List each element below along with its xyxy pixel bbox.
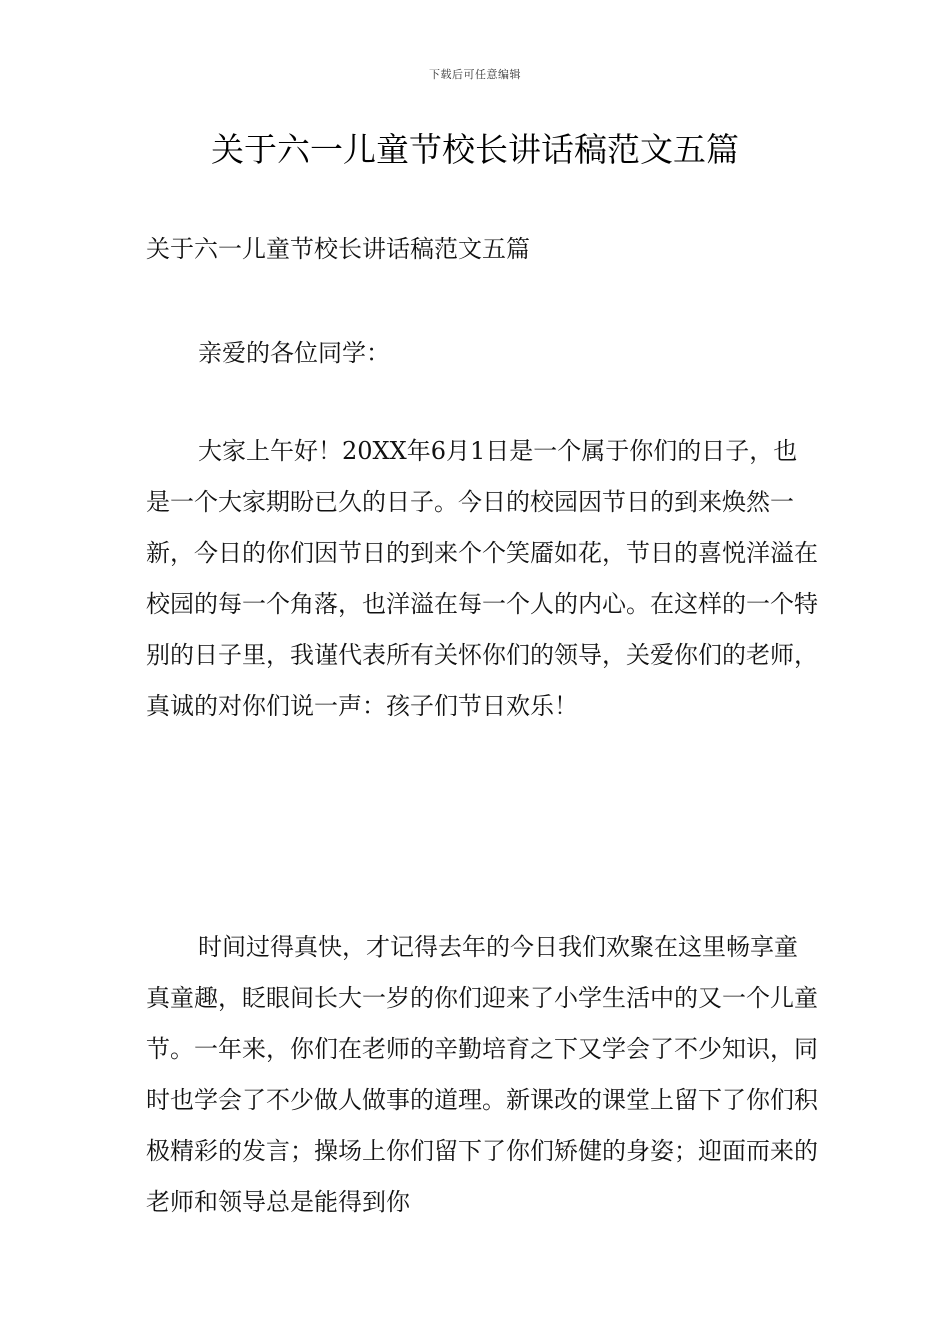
document-subtitle: 关于六一儿童节校长讲话稿范文五篇 — [146, 235, 530, 263]
document-title: 关于六一儿童节校长讲话稿范文五篇 — [211, 130, 739, 169]
paragraph-2: 时间过得真快，才记得去年的今日我们欢聚在这里畅享童真童趣，眨眼间长大一岁的你们迎来了小学生活中的又一个儿童节。一年来，你们在老师的辛勤培育之下又学会了不少知识，同时也学会了不少做人做事的道理。新课改的课堂上留下了你们积极精彩的发言；操场上你们留下了你们矫健的身姿；迎面而来的老师和领导总是能得到你 — [146, 933, 818, 1216]
salutation: 亲爱的各位同学： — [198, 339, 390, 367]
header-note: 下载后可任意编辑 — [429, 68, 521, 81]
paragraph-1: 大家上午好！20XX年6月1日是一个属于你们的日子，也是一个大家期盼已久的日子。今日的校园因节日的到来焕然一新，今日的你们因节日的到来个个笑靥如花，节日的喜悦洋溢在校园的每一个角落，也洋溢在每一个人的内心。在这样的一个特别的日子里，我谨代表所有关怀你们的领导，关爱你们的老师，真诚的对你们说一声：孩子们节日欢乐！ — [146, 437, 818, 720]
